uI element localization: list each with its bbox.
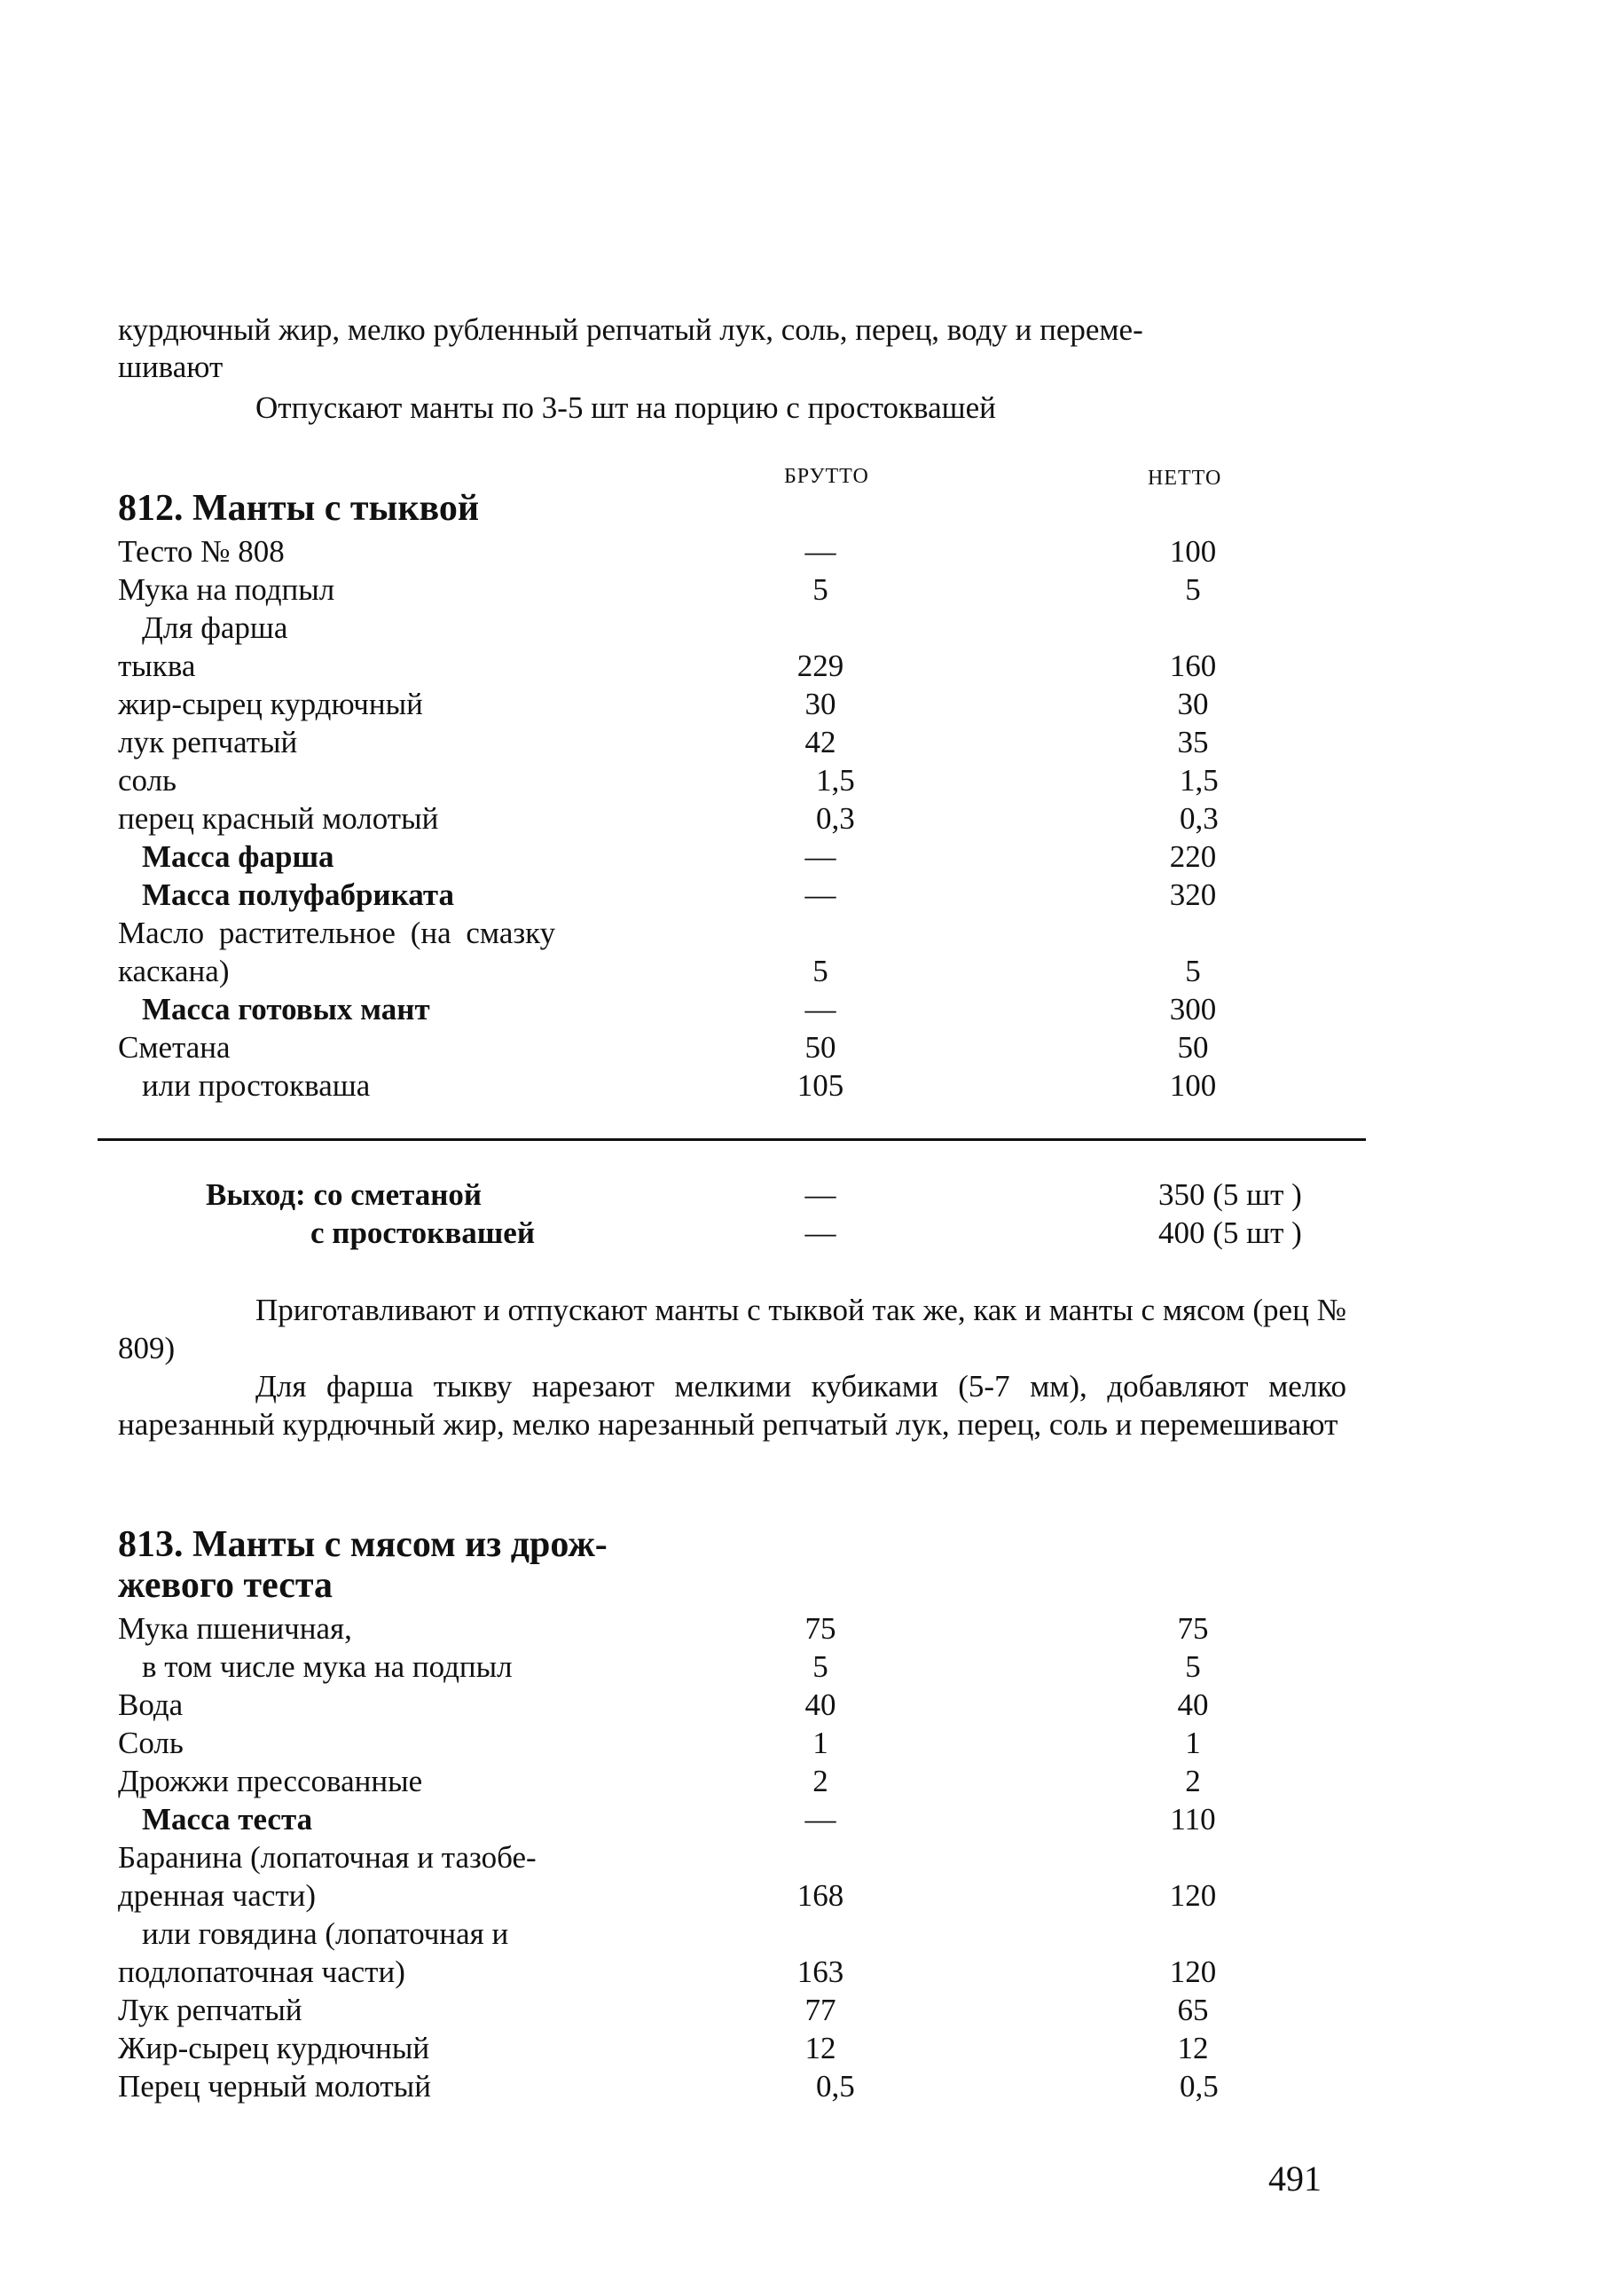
table-row: [0, 534, 1624, 572]
row-netto: 40: [1177, 1687, 1209, 1722]
output-brutto: —: [804, 1177, 836, 1212]
row-brutto: —: [804, 534, 836, 569]
row-netto: 160: [1169, 649, 1217, 683]
row-netto: 35: [1177, 725, 1209, 759]
row-brutto: 1,5: [816, 763, 855, 798]
row-label: соль: [118, 763, 177, 798]
row-netto: 220: [1169, 839, 1217, 874]
table-row: [0, 725, 1624, 763]
row-label: Лук репчатый: [118, 1993, 302, 2027]
table-row: [0, 1068, 1624, 1106]
row-netto: 0,3: [1180, 801, 1219, 836]
row-label: Баранина (лопаточная и тазобе-: [118, 1840, 537, 1875]
row-netto: 2: [1185, 1764, 1201, 1798]
row-netto: 50: [1177, 1030, 1209, 1065]
table-row: [0, 1993, 1624, 2031]
intro-line-2: шивают: [118, 350, 224, 384]
row-netto: 100: [1169, 534, 1217, 569]
row-label: Масса полуфабриката: [142, 877, 454, 912]
row-brutto: —: [804, 877, 836, 912]
row-brutto: 229: [796, 649, 844, 683]
output-row: [0, 1177, 1624, 1215]
row-label: Мука пшеничная,: [118, 1611, 352, 1646]
row-label: Жир-сырец курдючный: [118, 2031, 430, 2065]
row-netto: 12: [1177, 2031, 1209, 2065]
row-label: Перец черный молотый: [118, 2069, 431, 2104]
row-label: Мука на подпыл: [118, 572, 335, 607]
table-row: [0, 763, 1624, 801]
description-paragraph-1: [118, 1291, 1346, 1367]
output-netto: 350 (5 шт ): [1158, 1177, 1302, 1212]
recipe-813-title-line-2: жевого теста: [118, 1565, 333, 1606]
row-netto: 120: [1169, 1878, 1217, 1913]
row-brutto: 5: [812, 572, 828, 607]
row-brutto: 5: [812, 1649, 828, 1684]
table-row: [0, 649, 1624, 687]
table-row: [0, 1955, 1624, 1993]
table-row: [0, 1030, 1624, 1068]
table-row: [0, 1878, 1624, 1916]
table-row: [0, 1916, 1624, 1955]
column-header-netto: НЕТТО: [1148, 467, 1222, 490]
table-row: [0, 1764, 1624, 1802]
row-label: Дрожжи прессованные: [118, 1764, 423, 1798]
table-row: [0, 801, 1624, 839]
table-row: [0, 572, 1624, 610]
row-brutto: —: [804, 1802, 836, 1837]
row-brutto: 50: [804, 1030, 836, 1065]
page-number: 491: [1268, 2159, 1322, 2198]
row-brutto: 42: [804, 725, 836, 759]
row-brutto: —: [804, 992, 836, 1026]
table-row: [0, 1802, 1624, 1840]
row-label: Масса готовых мант: [142, 992, 430, 1026]
row-label: Соль: [118, 1726, 184, 1760]
table-row: [0, 992, 1624, 1030]
row-netto: 1: [1185, 1726, 1201, 1760]
row-label: перец красный молотый: [118, 801, 439, 836]
row-brutto: —: [804, 839, 836, 874]
output-brutto: —: [804, 1215, 836, 1250]
row-label: Для фарша: [142, 610, 288, 645]
table-row: [0, 2069, 1624, 2107]
row-netto: 320: [1169, 877, 1217, 912]
row-netto: 120: [1169, 1955, 1217, 1989]
table-row: [0, 1687, 1624, 1726]
row-brutto: 12: [804, 2031, 836, 2065]
row-brutto: 1: [812, 1726, 828, 1760]
table-row: [0, 1611, 1624, 1649]
row-label: жир-сырец курдючный: [118, 687, 423, 721]
row-brutto: 5: [812, 954, 828, 988]
row-brutto: 0,3: [816, 801, 855, 836]
column-header-brutto: БРУТТО: [784, 465, 869, 488]
table-row: [0, 839, 1624, 877]
row-label: подлопаточная части): [118, 1955, 405, 1989]
row-label: дренная части): [118, 1878, 317, 1913]
table-row: [0, 687, 1624, 725]
row-brutto: 2: [812, 1764, 828, 1798]
row-brutto: 105: [796, 1068, 844, 1103]
row-label: Вода: [118, 1687, 184, 1722]
row-brutto: 40: [804, 1687, 836, 1722]
table-row: [0, 954, 1624, 992]
description-paragraph-2: [118, 1367, 1346, 1443]
output-label: с простоквашей: [310, 1215, 535, 1250]
table-row: [0, 610, 1624, 649]
table-row: [0, 1840, 1624, 1878]
table-row: [0, 1649, 1624, 1687]
row-brutto: 75: [804, 1611, 836, 1646]
description-text-2: Для фарша тыкву нарезают мелкими кубиками (5-7 мм), добавляют мелко нарезанный курдючный жир, мелко нарезанный репчатый лук, перец, соль и перемешивают: [118, 1369, 1346, 1442]
row-label: Масса теста: [142, 1802, 313, 1837]
row-brutto: 0,5: [816, 2069, 855, 2104]
row-label: Масло растительное (на смазку: [118, 916, 556, 950]
row-netto: 300: [1169, 992, 1217, 1026]
row-label: Масса фарша: [142, 839, 334, 874]
row-label: Сметана: [118, 1030, 231, 1065]
row-netto: 5: [1185, 954, 1201, 988]
intro-line-3: Отпускают манты по 3-5 шт на порцию с простоквашей: [255, 390, 996, 425]
row-netto: 110: [1170, 1802, 1216, 1837]
row-label: или говядина (лопаточная и: [142, 1916, 509, 1951]
row-label: тыква: [118, 649, 196, 683]
row-brutto: 30: [804, 687, 836, 721]
row-netto: 65: [1177, 1993, 1209, 2027]
table-row: [0, 877, 1624, 916]
row-label: в том числе мука на подпыл: [142, 1649, 513, 1684]
row-netto: 1,5: [1180, 763, 1219, 798]
recipe-813-title-line-1: 813. Манты с мясом из дрож-: [118, 1524, 608, 1565]
table-row: [0, 2031, 1624, 2069]
row-netto: 0,5: [1180, 2069, 1219, 2104]
output-label: Выход: со сметаной: [206, 1177, 482, 1212]
output-netto: 400 (5 шт ): [1158, 1215, 1302, 1250]
row-netto: 5: [1185, 572, 1201, 607]
row-brutto: 163: [796, 1955, 844, 1989]
row-brutto: 77: [804, 1993, 836, 2027]
row-brutto: 168: [796, 1878, 844, 1913]
row-label: Тесто № 808: [118, 534, 285, 569]
output-row: [0, 1215, 1624, 1254]
table-row: [0, 1726, 1624, 1764]
row-netto: 100: [1169, 1068, 1217, 1103]
row-netto: 5: [1185, 1649, 1201, 1684]
table-row: [0, 916, 1624, 954]
description-text-1: Приготавливают и отпускают манты с тыквой так же, как и манты с мясом (рец № 809): [118, 1293, 1346, 1365]
row-label: каскана): [118, 954, 230, 988]
row-netto: 30: [1177, 687, 1209, 721]
row-netto: 75: [1177, 1611, 1209, 1646]
divider-rule: [98, 1138, 1366, 1141]
recipe-812-title: 812. Манты с тыквой: [118, 488, 480, 529]
intro-line-1: курдючный жир, мелко рубленный репчатый лук, соль, перец, воду и переме-: [118, 312, 1143, 347]
row-label: или простокваша: [142, 1068, 371, 1103]
row-label: лук репчатый: [118, 725, 298, 759]
